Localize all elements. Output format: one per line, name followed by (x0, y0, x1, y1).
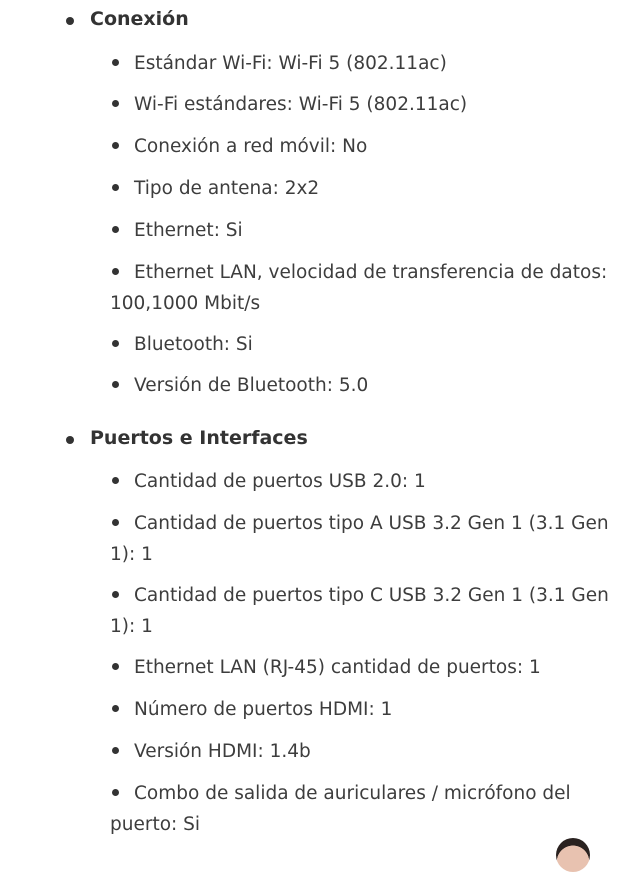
chat-avatar[interactable] (556, 838, 590, 872)
list-item: Ethernet LAN, velocidad de transferencia de datos: 100,1000 Mbit/s (110, 262, 608, 314)
list-item: Ethernet: Si (110, 215, 610, 246)
list-item: Cantidad de puertos tipo A USB 3.2 Gen 1 (3.1 Gen 1): 1 (110, 513, 609, 565)
list-item: Conexión a red móvil: No (110, 131, 610, 162)
bullet-icon (112, 747, 119, 754)
bullet-icon (66, 17, 74, 25)
bullet-icon (66, 436, 74, 444)
list-item: Bluetooth: Si (110, 329, 610, 360)
bullet-icon (112, 268, 119, 275)
bullet-icon (112, 663, 119, 670)
bullet-icon (112, 184, 119, 191)
list-item: Tipo de antena: 2x2 (110, 173, 610, 204)
bullet-icon (112, 477, 119, 484)
bullet-icon (112, 789, 119, 796)
list-item: Cantidad de puertos USB 2.0: 1 (110, 466, 610, 497)
bullet-icon (112, 519, 119, 526)
bullet-icon (112, 381, 119, 388)
list-item: Estándar Wi-Fi: Wi-Fi 5 (802.11ac) (110, 48, 610, 79)
list-item: Cantidad de puertos tipo C USB 3.2 Gen 1 (3.1 Gen 1): 1 (110, 585, 609, 637)
list-item: Ethernet LAN (RJ-45) cantidad de puertos: 1 (110, 652, 610, 683)
bullet-icon (112, 142, 119, 149)
list-item: Versión HDMI: 1.4b (110, 736, 610, 767)
list-item: Combo de salida de auriculares / micrófono del puerto: Si (110, 783, 571, 835)
bullet-icon (112, 59, 119, 66)
bullet-icon (112, 705, 119, 712)
section-heading-puertos: Puertos e Interfaces (90, 427, 308, 449)
list-item: Wi-Fi estándares: Wi-Fi 5 (802.11ac) (110, 89, 610, 120)
section-heading-conexion: Conexión (90, 8, 189, 30)
list-item: Versión de Bluetooth: 5.0 (110, 370, 610, 401)
bullet-icon (112, 340, 119, 347)
list-item: Número de puertos HDMI: 1 (110, 694, 610, 725)
bullet-icon (112, 100, 119, 107)
bullet-icon (112, 226, 119, 233)
bullet-icon (112, 591, 119, 598)
